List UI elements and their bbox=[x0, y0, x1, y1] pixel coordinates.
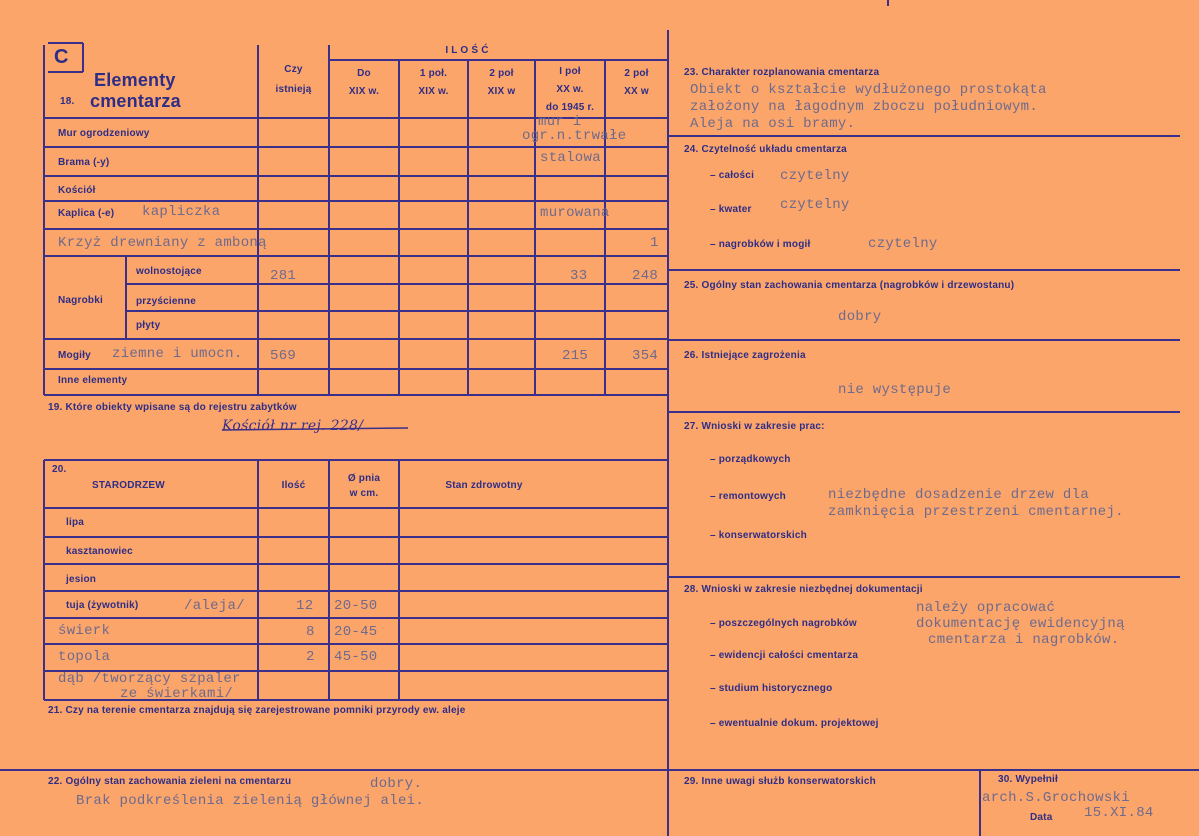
row-wall-label: Mur ogrodzeniowy bbox=[58, 128, 150, 139]
s23-value1: Obiekt o kształcie wydłużonego prostokąta bbox=[690, 82, 1047, 98]
row-free-c4: 33 bbox=[570, 268, 588, 284]
s26-label: 26. Istniejące zagrożenia bbox=[684, 350, 806, 361]
s29-label: 29. Inne uwagi służb konserwatorskich bbox=[684, 776, 876, 787]
tree-row-7-line2: ze świerkami/ bbox=[120, 686, 234, 702]
s20-health-header: Stan zdrowotny bbox=[445, 480, 523, 491]
col2-h2: XIX w. bbox=[418, 86, 449, 97]
col1-h2: XIX w. bbox=[348, 86, 380, 97]
s21-label: 21. Czy na terenie cmentarza znajdują się zarejestrowane pomniki przyrody ew. aleje bbox=[48, 705, 466, 716]
col4-h3: do 1945 r. bbox=[545, 102, 595, 113]
s27-b-value2: zamknięcia przestrzeni cmentarnej. bbox=[828, 504, 1124, 520]
tree-row-3: jesion bbox=[66, 574, 97, 585]
tree-row-6-qty: 2 bbox=[306, 649, 315, 665]
s30-value2: 15.XI.84 bbox=[1084, 805, 1154, 821]
col4-h1: I poł bbox=[559, 66, 581, 77]
s27-c: – konserwatorskich bbox=[710, 530, 807, 541]
row-free-label: wolnostojące bbox=[136, 266, 202, 277]
s24-a-value: czytelny bbox=[780, 168, 850, 184]
col5-h1: 2 poł bbox=[624, 68, 649, 79]
s28-value2: dokumentację ewidencyjną bbox=[916, 616, 1125, 632]
row-cross-value: 1 bbox=[650, 235, 659, 251]
tree-row-6: topola bbox=[58, 649, 111, 665]
row-mounds-c4: 215 bbox=[562, 348, 589, 364]
row-mounds-c5: 354 bbox=[632, 348, 659, 364]
s24-b: – kwater bbox=[710, 204, 752, 215]
row-church-label: Kościół bbox=[58, 185, 96, 196]
s20-number: 20. bbox=[52, 464, 67, 475]
col1-h1: Do bbox=[357, 68, 371, 79]
row-chapel-value1: kapliczka bbox=[142, 204, 221, 220]
col2-h1: 1 poł. bbox=[419, 68, 448, 79]
s19-label: 19. Które obiekty wpisane są do rejestru zabytków bbox=[48, 402, 297, 413]
row-chapel-label: Kaplica (-e) bbox=[58, 208, 115, 219]
exists-header: Czy bbox=[284, 64, 303, 75]
s22-label: 22. Ogólny stan zachowania zieleni na cmentarzu bbox=[48, 776, 292, 787]
s30-label: 30. Wypełnił bbox=[998, 774, 1059, 785]
col5-h2: XX w bbox=[624, 86, 649, 97]
row-chapel-value2: murowana bbox=[540, 205, 610, 221]
s20-tree-header: STARODRZEW bbox=[92, 480, 165, 491]
row-other-label: Inne elementy bbox=[58, 375, 128, 386]
s24-a: – całości bbox=[710, 170, 755, 181]
s28-d: – ewentualnie dokum. projektowej bbox=[710, 718, 879, 729]
s25-value: dobry bbox=[838, 309, 882, 325]
s19-struck-value: Kościół nr rej. 228/ bbox=[222, 418, 364, 434]
row-gate-label: Brama (-y) bbox=[58, 157, 110, 168]
s24-c-value: czytelny bbox=[868, 236, 938, 252]
row-graves-label: Nagrobki bbox=[58, 295, 103, 306]
tree-row-5-dia: 20-45 bbox=[334, 624, 378, 640]
s24-c: – nagrobków i mogił bbox=[710, 239, 811, 250]
s28-value1: należy opracować bbox=[916, 600, 1056, 616]
tree-row-7: dąb /tworzący szpaler bbox=[58, 671, 241, 687]
s20-dia-header2: w cm. bbox=[349, 488, 379, 499]
s27-label: 27. Wnioski w zakresie prac: bbox=[684, 421, 825, 432]
tree-row-6-dia: 45-50 bbox=[334, 649, 378, 665]
row-free-c5: 248 bbox=[632, 268, 659, 284]
section-number: 18. bbox=[60, 96, 75, 107]
row-wallside-label: przyścienne bbox=[136, 296, 197, 307]
s27-b: – remontowych bbox=[710, 491, 786, 502]
row-mounds-value: ziemne i umocn. bbox=[112, 346, 243, 362]
s24-label: 24. Czytelność układu cmentarza bbox=[684, 144, 847, 155]
tree-row-4-dia: 20-50 bbox=[334, 598, 378, 614]
s23-value2: założony na łagodnym zboczu południowym. bbox=[690, 99, 1039, 115]
s28-label: 28. Wnioski w zakresie niezbędnej dokumentacji bbox=[684, 584, 923, 595]
col4-h2: XX w. bbox=[556, 84, 584, 95]
s28-a: – poszczególnych nagrobków bbox=[710, 618, 857, 629]
s28-value3: cmentarza i nagrobków. bbox=[928, 632, 1120, 648]
row-free-exist: 281 bbox=[270, 268, 297, 284]
s23-value3: Aleja na osi bramy. bbox=[690, 116, 856, 132]
s20-qty-header: Ilość bbox=[281, 480, 306, 491]
s30-value1: arch.S.Grochowski bbox=[982, 790, 1130, 806]
row-mounds-label: Mogiły bbox=[58, 350, 91, 361]
card-letter: C bbox=[54, 46, 69, 68]
s28-c: – studium historycznego bbox=[710, 683, 833, 694]
s27-b-value1: niezbędne dosadzenie drzew dla bbox=[828, 487, 1090, 503]
col3-h2: XIX w bbox=[487, 86, 516, 97]
s25-label: 25. Ogólny stan zachowania cmentarza (nagrobków i drzewostanu) bbox=[684, 280, 1015, 291]
s20-dia-header: Ø pnia bbox=[347, 473, 381, 484]
row-wall-value1: mur i bbox=[538, 114, 582, 130]
tree-row-4-extra: /aleja/ bbox=[184, 598, 245, 614]
tree-row-2: kasztanowiec bbox=[66, 546, 133, 557]
row-gate-value: stalowa bbox=[540, 150, 601, 166]
tree-row-1: lipa bbox=[66, 517, 85, 528]
tree-row-5-qty: 8 bbox=[306, 624, 315, 640]
s22-value1: dobry. bbox=[370, 776, 423, 792]
col3-h1: 2 poł bbox=[489, 68, 514, 79]
s23-label: 23. Charakter rozplanowania cmentarza bbox=[684, 67, 880, 78]
s26-value: nie występuje bbox=[838, 382, 952, 398]
page-title-line2: cmentarza bbox=[90, 91, 181, 111]
exists-header-2: istnieją bbox=[275, 84, 312, 95]
tree-row-5: świerk bbox=[58, 623, 111, 639]
s27-a: – porządkowych bbox=[710, 454, 791, 465]
tree-row-4-qty: 12 bbox=[296, 598, 314, 614]
s22-value2: Brak podkreślenia zielenią głównej alei. bbox=[76, 793, 425, 809]
row-cross-label: Krzyż drewniany z amboną bbox=[58, 235, 267, 251]
page-title: Elementy bbox=[94, 70, 176, 90]
s30-date-label: Data bbox=[1030, 812, 1053, 823]
tree-row-4: tuja (żywotnik) bbox=[66, 600, 139, 611]
s28-b: – ewidencji całości cmentarza bbox=[710, 650, 859, 661]
quantity-header: I L O Ś Ć bbox=[445, 45, 489, 56]
row-wall-value2: ogr.n.trwałe bbox=[522, 128, 627, 144]
s24-b-value: czytelny bbox=[780, 197, 850, 213]
row-mounds-exist: 569 bbox=[270, 348, 297, 364]
row-slabs-label: płyty bbox=[136, 320, 161, 331]
